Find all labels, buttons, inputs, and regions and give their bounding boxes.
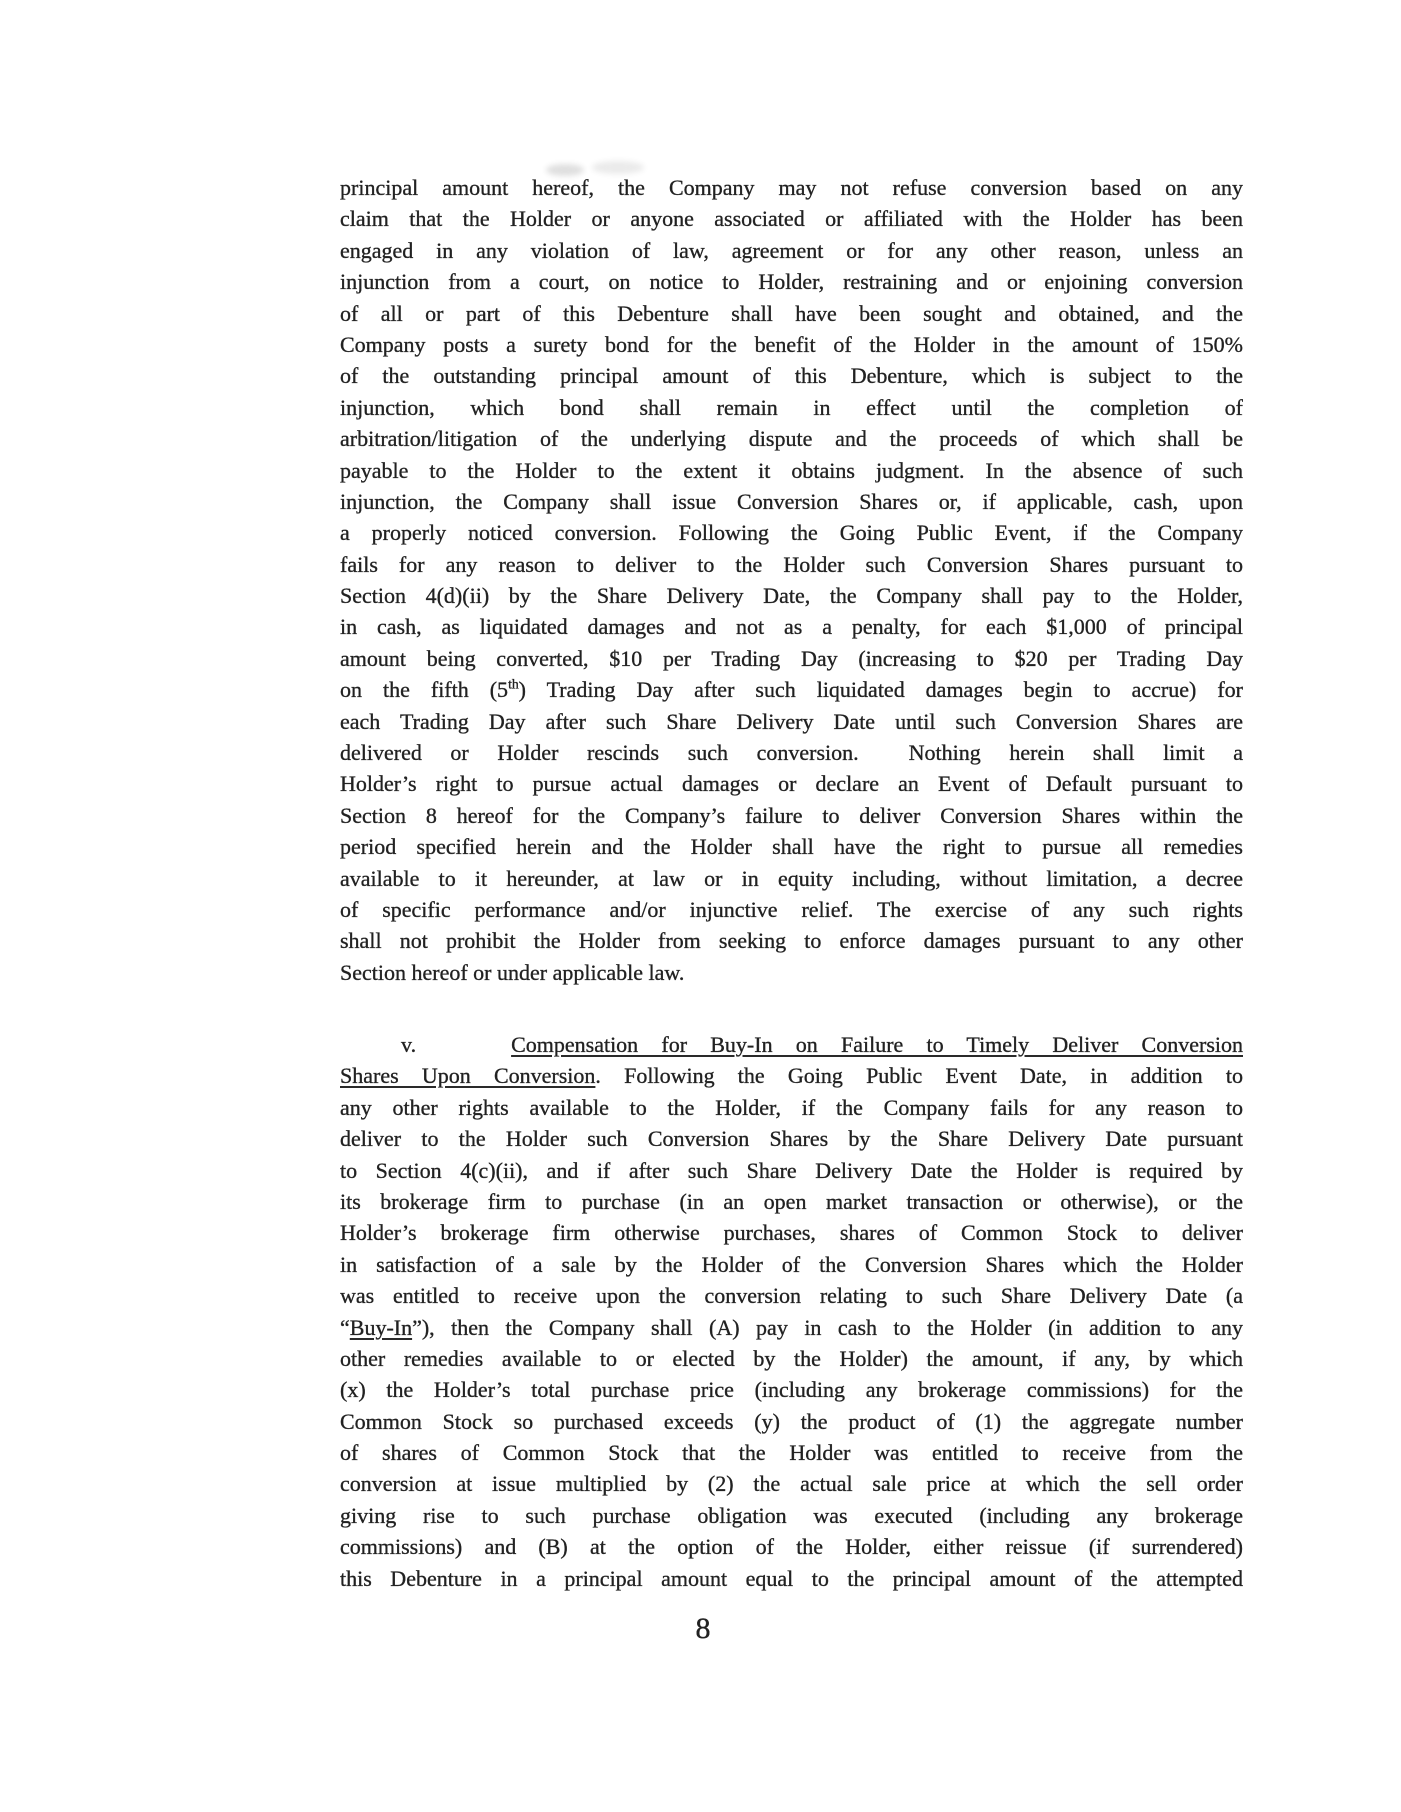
- text-segment: giving rise to such purchase obligation was executed (including any brokerage: [340, 1502, 1243, 1528]
- text-line: [340, 674, 1243, 705]
- text-line: [340, 863, 1243, 894]
- text-segment: available to it hereunder, at law or in equity including, without limitation, a decree: [340, 865, 1243, 891]
- text-segment: arbitration/litigation of the underlying dispute and the proceeds of which shall be: [340, 426, 1243, 452]
- text-line: [340, 1437, 1243, 1468]
- text-segment: in satisfaction of a sale by the Holder of the Conversion Shares which the Holder: [340, 1251, 1243, 1277]
- page-number: 8: [695, 1612, 711, 1645]
- text-line: [340, 1249, 1243, 1280]
- paragraph-buy-in-compensation: [340, 1029, 1243, 1594]
- text-line: [340, 1406, 1243, 1437]
- paragraph-conversion-refusal: [340, 172, 1243, 988]
- text-line: [340, 392, 1243, 423]
- text-line: [340, 1123, 1243, 1154]
- text-line: [340, 1092, 1243, 1123]
- text-line: [340, 1343, 1243, 1374]
- text-segment: injunction, the Company shall issue Conversion Shares or, if applicable, cash, upon: [340, 488, 1243, 514]
- text-segment: in cash, as liquidated damages and not as a penalty, for each $1,000 of principal: [340, 614, 1243, 640]
- underlined-text: Compensation for Buy-In on Failure to Timely Deliver Conversion: [511, 1032, 1243, 1057]
- text-line: [340, 1060, 1243, 1091]
- text-segment: shall not prohibit the Holder from seeking to enforce damages pursuant to any other: [340, 928, 1243, 954]
- tab-gap: [340, 1051, 401, 1052]
- text-segment: other remedies available to or elected by the Holder) the amount, if any, by which: [340, 1345, 1243, 1371]
- text-line: [340, 1531, 1243, 1562]
- text-segment: claim that the Holder or anyone associated or affiliated with the Holder has been: [340, 206, 1243, 232]
- text-segment: payable to the Holder to the extent it obtains judgment. In the absence of such: [340, 457, 1243, 483]
- text-segment: Section 4(d)(ii) by the Share Delivery Date, the Company shall pay to the Holder,: [340, 583, 1243, 609]
- text-line: [340, 1217, 1243, 1248]
- text-segment: Common Stock so purchased exceeds (y) the product of (1) the aggregate number: [340, 1408, 1243, 1434]
- text-segment: each Trading Day after such Share Delivery Date until such Conversion Shares are: [340, 708, 1243, 734]
- text-line: [340, 517, 1243, 548]
- text-line: [340, 486, 1243, 517]
- text-segment: was entitled to receive upon the conversion relating to such Share Delivery Date (a: [340, 1283, 1243, 1309]
- text-segment: “: [340, 1314, 350, 1340]
- text-line: [340, 1468, 1243, 1499]
- text-segment: of all or part of this Debenture shall have been sought and obtained, and the: [340, 300, 1243, 326]
- text-segment: Section hereof or under applicable law.: [340, 959, 685, 985]
- text-segment: period specified herein and the Holder shall have the right to pursue all remedies: [340, 834, 1243, 860]
- text-segment: deliver to the Holder such Conversion Shares by the Share Delivery Date pursuant: [340, 1126, 1243, 1152]
- text-line: [340, 266, 1243, 297]
- text-line: [340, 1374, 1243, 1405]
- text-segment: on the fifth (5: [340, 677, 509, 703]
- text-line: [340, 1280, 1243, 1311]
- text-line: [340, 737, 1243, 768]
- text-segment: engaged in any violation of law, agreement or for any other reason, unless an: [340, 237, 1243, 263]
- text-segment: (x) the Holder’s total purchase price (including any brokerage commissions) for the: [340, 1377, 1243, 1403]
- text-segment: Holder’s brokerage firm otherwise purchases, shares of Common Stock to deliver: [340, 1220, 1243, 1246]
- text-segment: of the outstanding principal amount of this Debenture, which is subject to the: [340, 363, 1243, 389]
- text-segment: to Section 4(c)(ii), and if after such Share Delivery Date the Holder is required by: [340, 1157, 1243, 1183]
- text-line: [340, 172, 1243, 203]
- text-line: [340, 1500, 1243, 1531]
- superscript-text: th: [508, 676, 519, 692]
- text-line: [340, 1029, 1243, 1060]
- text-segment: ) Trading Day after such liquidated damages begin to accrue) for: [518, 677, 1243, 703]
- text-segment: conversion at issue multiplied by (2) the actual sale price at which the sell order: [340, 1471, 1243, 1497]
- text-segment: ”), then the Company shall (A) pay in cash to the Holder (in addition to any: [412, 1314, 1243, 1340]
- tab-gap: [859, 759, 909, 760]
- text-segment: commissions) and (B) at the option of the Holder, either reissue (if surrendered): [340, 1534, 1243, 1560]
- text-line: [340, 549, 1243, 580]
- text-line: [340, 925, 1243, 956]
- underlined-text: Buy-In: [349, 1314, 413, 1340]
- text-segment: v.: [401, 1032, 417, 1057]
- text-line: [340, 706, 1243, 737]
- text-segment: injunction, which bond shall remain in effect until the completion of: [340, 394, 1243, 420]
- text-line: [340, 611, 1243, 642]
- text-line: [340, 423, 1243, 454]
- text-segment: principal amount hereof, the Company may not refuse conversion based on any: [340, 175, 1243, 200]
- text-line: [340, 455, 1243, 486]
- text-line: [340, 298, 1243, 329]
- text-line: [340, 329, 1243, 360]
- text-line: [340, 203, 1243, 234]
- text-segment: fails for any reason to deliver to the Holder such Conversion Shares pursuant to: [340, 551, 1243, 577]
- text-segment: Company posts a surety bond for the benefit of the Holder in the amount of 150%: [340, 331, 1243, 357]
- text-line: [340, 894, 1243, 925]
- text-line: [340, 1312, 1243, 1343]
- text-segment: of specific performance and/or injunctive relief. The exercise of any such rights: [340, 896, 1243, 922]
- text-segment: of shares of Common Stock that the Holder was entitled to receive from the: [340, 1440, 1243, 1466]
- tab-gap: [416, 1051, 511, 1052]
- text-segment: this Debenture in a principal amount equal to the principal amount of the attempted: [340, 1565, 1243, 1591]
- text-segment: Holder’s right to pursue actual damages or declare an Event of Default pursuant to: [340, 771, 1243, 797]
- text-segment: amount being converted, $10 per Trading Day (increasing to $20 per Trading Day: [340, 645, 1243, 671]
- text-line: [340, 957, 1243, 988]
- text-line: [340, 643, 1243, 674]
- text-line: [340, 1155, 1243, 1186]
- text-segment: a properly noticed conversion. Following the Going Public Event, if the Company: [340, 520, 1243, 546]
- underlined-text: Shares Upon Conversion: [340, 1063, 596, 1089]
- text-line: [340, 580, 1243, 611]
- text-line: [340, 1186, 1243, 1217]
- text-line: [340, 800, 1243, 831]
- text-line: [340, 768, 1243, 799]
- text-segment: Nothing herein shall limit a: [908, 740, 1243, 766]
- text-line: [340, 831, 1243, 862]
- text-segment: injunction from a court, on notice to Holder, restraining and or enjoining conversion: [340, 269, 1243, 295]
- text-line: [340, 235, 1243, 266]
- text-segment: delivered or Holder rescinds such conversion.: [340, 740, 859, 766]
- text-line: [340, 1563, 1243, 1594]
- text-segment: Section 8 hereof for the Company’s failure to deliver Conversion Shares within the: [340, 802, 1243, 828]
- text-segment: any other rights available to the Holder, if the Company fails for any reason to: [340, 1094, 1243, 1120]
- text-block: [340, 0, 1243, 1812]
- text-segment: . Following the Going Public Event Date, in addition to: [595, 1063, 1243, 1089]
- text-segment: its brokerage firm to purchase (in an open market transaction or otherwise), or the: [340, 1188, 1243, 1214]
- text-line: [340, 360, 1243, 391]
